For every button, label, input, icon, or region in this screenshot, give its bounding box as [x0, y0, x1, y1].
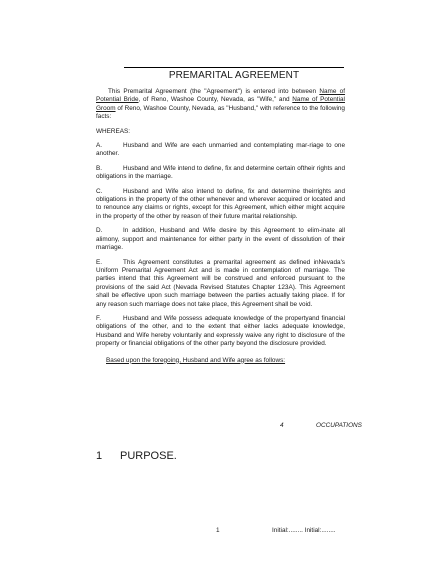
recital-d	[96, 227, 345, 252]
intro-text-2: , of Reno, Washoe County, Nevada, as "Wife," and	[138, 96, 293, 104]
recital-text: Husband and Wife are each unmarried and contemplating mar-riage to one another.	[96, 142, 345, 158]
intro-text-3: of Reno, Washoe County, Nevada, as "Husband," with reference to the following facts:	[96, 104, 345, 121]
recital-text: In addition, Husband and Wife desire by this Agreement to elim-inate all alimony, support and maintenance for either party in the event of dissolution of their marriage.	[96, 227, 345, 252]
groom-name-field: Name of Potential Groom	[96, 96, 345, 112]
based-upon-line: Based upon the foregoing, Husband and Wife agree as follows:	[106, 356, 286, 364]
recital-label: C.	[96, 187, 103, 195]
section-occupations	[280, 422, 362, 429]
title-rule	[124, 67, 344, 68]
recital-label: D.	[96, 227, 103, 235]
bride-name-field: Name of Potential Bride	[96, 88, 346, 104]
document-title: PREMARITAL AGREEMENT	[168, 70, 300, 81]
whereas-heading: WHEREAS:	[96, 127, 131, 135]
document-body	[96, 88, 345, 368]
recital-text: Husband and Wife intend to define, fix and determine certain oftheir rights and obligations in the marriage.	[96, 164, 345, 181]
section-purpose	[96, 450, 177, 462]
recital-label: B.	[96, 164, 103, 172]
recital-text: This Agreement constitutes a premarital agreement as defined inNevada's Uniform Premarital Agreement Act and is made in contemplation of marriage. The parties intend that this Agreement will be construed and enforced pursuant to the provisions of the said Act (Nevada Revised Statutes Chapter 123A). This Agreement shall be effective upon such marriage between the parties actually taking place. If for any reason such marriage does not take place, this Agreement shall be void.	[96, 258, 345, 308]
recital-f	[96, 315, 345, 349]
section-number: 1	[96, 450, 103, 462]
recital-a	[96, 142, 345, 159]
recital-text: Husband and Wife possess adequate knowledge of the propertyand financial obligations of the other, and to the extent that either lacks adequate knowledge, Husband and Wife hereby voluntarily and expressly waive any right to disclosure of the property or financial obligations of the other party beyond the disclosure provided.	[96, 314, 345, 348]
section-heading: OCCUPATIONS	[316, 422, 362, 429]
recital-label: E.	[96, 258, 103, 266]
recital-text: Husband and Wife also intend to define, fix and determine theirrights and obligations in the property of the other whenever and wherever acquired or located and to renounce any claims or rights, except for this Agreement, which either might acquire in the property of the other by reason of their future marital relationship.	[96, 187, 345, 220]
page-number: 1	[216, 527, 220, 534]
intro-paragraph	[96, 88, 345, 122]
recital-c	[96, 188, 345, 222]
recital-b	[96, 165, 345, 182]
recital-label: F.	[96, 314, 101, 322]
recital-e	[96, 259, 345, 309]
initials-line: Initial:........ Initial:........	[272, 527, 336, 534]
recital-label: A.	[96, 142, 103, 150]
section-heading: PURPOSE.	[120, 450, 177, 462]
intro-text-1: This Premarital Agreement (the "Agreement") is entered into between	[108, 88, 320, 95]
section-number: 4	[280, 422, 284, 429]
